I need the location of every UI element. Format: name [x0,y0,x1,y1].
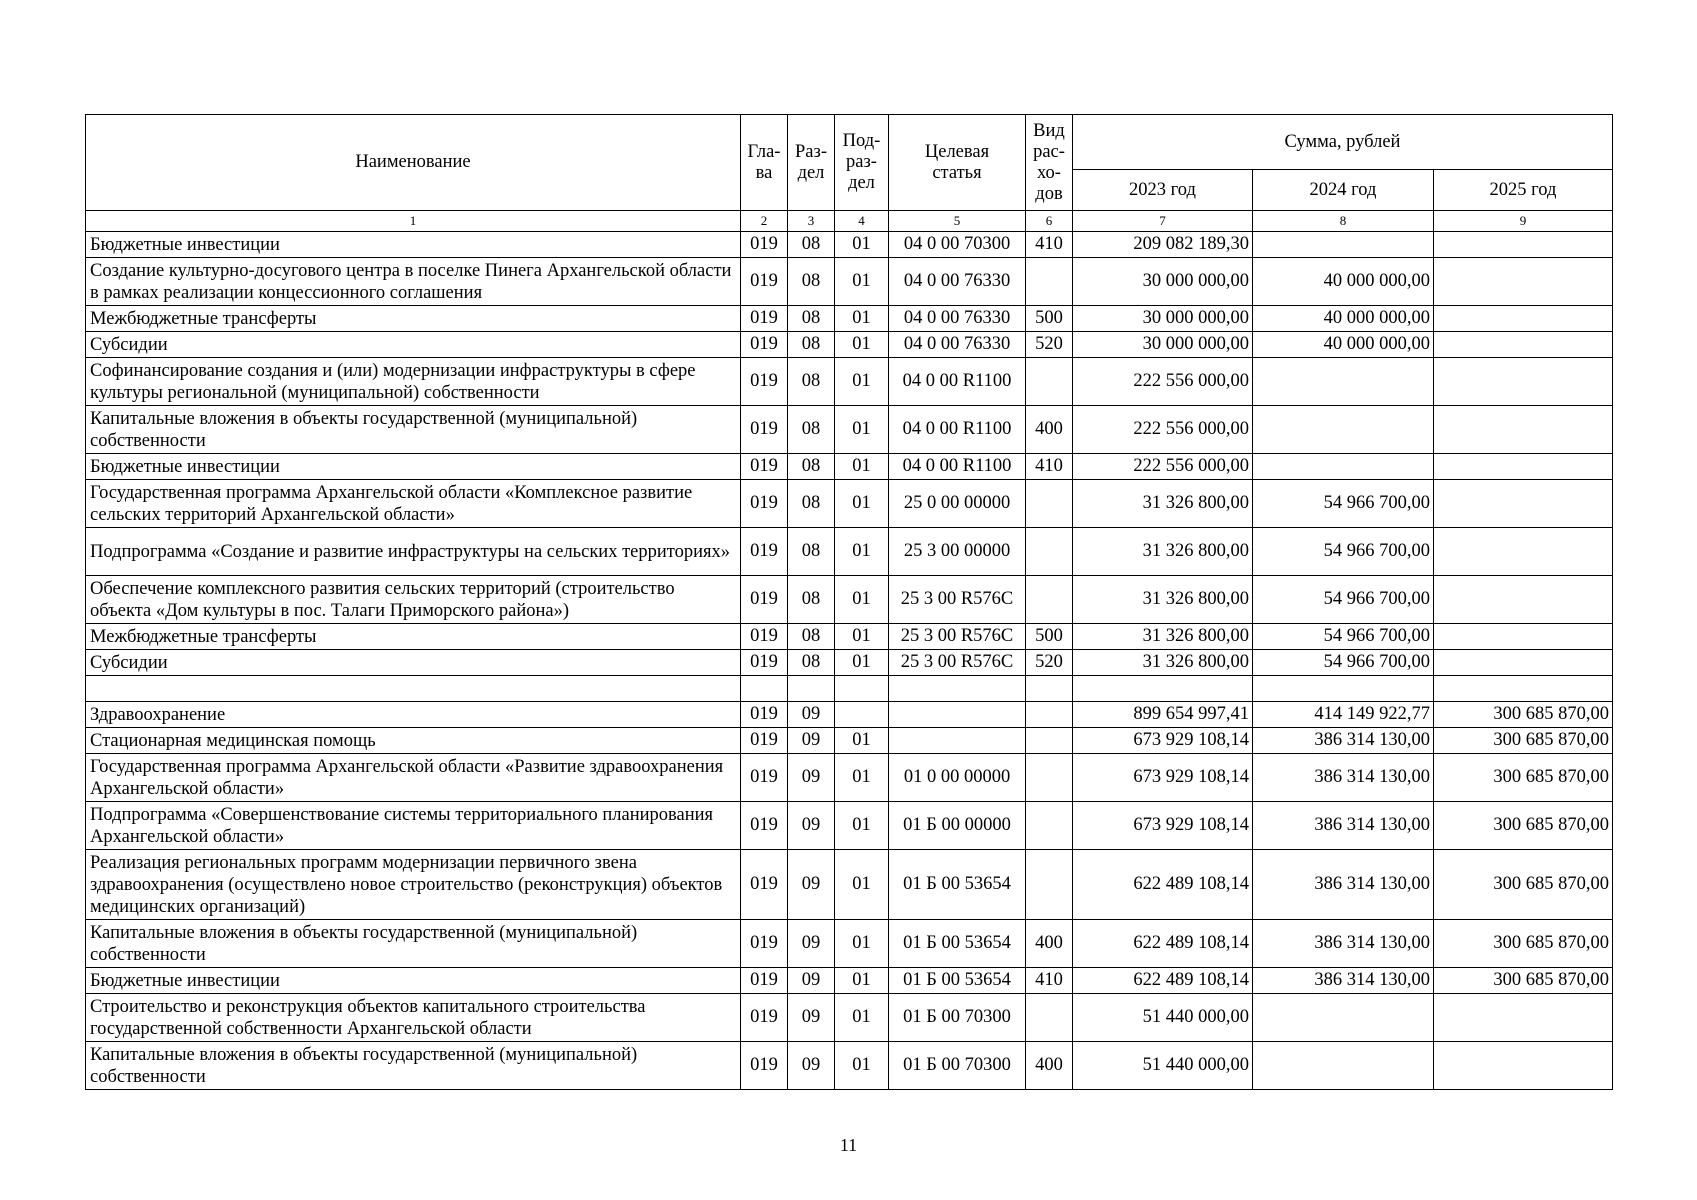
row-glava: 019 [741,406,788,454]
row-vid: 410 [1026,232,1073,258]
table-row [86,1042,1613,1090]
row-razdel: 08 [788,358,835,406]
row-razdel: 09 [788,850,835,920]
row-sum-2025: 300 685 870,00 [1434,728,1613,754]
table-body [86,232,1613,1090]
row-sum-2023: 31 326 800,00 [1073,480,1253,528]
table-row [86,728,1613,754]
row-podrazdel: 01 [835,454,889,480]
col-number: 1 [86,211,741,232]
row-name: Межбюджетные трансферты [86,624,741,650]
row-sum-2024: 386 314 130,00 [1253,728,1434,754]
row-sum-2023: 31 326 800,00 [1073,650,1253,676]
table-header [86,115,1613,232]
row-sum-2023: 622 489 108,14 [1073,850,1253,920]
row-glava: 019 [741,702,788,728]
row-name: Капитальные вложения в объекты государственной (муниципальной) собственности [86,406,741,454]
row-statya: 04 0 00 76330 [889,306,1026,332]
table-row [86,754,1613,802]
header-summa: Сумма, рублей [1073,115,1613,170]
row-sum-2024: 386 314 130,00 [1253,802,1434,850]
row-name: Обеспечение комплексного развития сельских территорий (строительство объекта «Дом культуры в пос. Талаги Приморского района») [86,576,741,624]
table-row [86,576,1613,624]
row-statya: 25 3 00 R576C [889,624,1026,650]
row-sum-2025: 300 685 870,00 [1434,850,1613,920]
row-razdel: 09 [788,968,835,994]
row-razdel: 08 [788,232,835,258]
row-glava: 019 [741,850,788,920]
row-podrazdel: 01 [835,306,889,332]
row-glava: 019 [741,232,788,258]
table-row [86,650,1613,676]
col-number: 6 [1026,211,1073,232]
row-vid: 410 [1026,968,1073,994]
row-sum-2025: 300 685 870,00 [1434,920,1613,968]
row-sum-2024: 40 000 000,00 [1253,306,1434,332]
table-row [86,406,1613,454]
col-number: 5 [889,211,1026,232]
table-row [86,332,1613,358]
row-sum-2025 [1434,576,1613,624]
row-vid: 400 [1026,406,1073,454]
row-sum-2024 [1253,232,1434,258]
row-glava: 019 [741,994,788,1042]
row-name: Субсидии [86,650,741,676]
header-year-2024: 2024 год [1253,170,1434,211]
column-number-row [86,211,1613,232]
row-podrazdel: 01 [835,258,889,306]
table-row [86,480,1613,528]
row-glava: 019 [741,1042,788,1090]
table-row [86,676,1613,702]
row-razdel: 09 [788,920,835,968]
row-podrazdel: 01 [835,920,889,968]
col-number: 9 [1434,211,1613,232]
row-sum-2024 [1253,358,1434,406]
row-name [86,676,741,702]
row-sum-2025: 300 685 870,00 [1434,968,1613,994]
row-sum-2024 [1253,406,1434,454]
row-podrazdel: 01 [835,358,889,406]
header-statya: Целевая статья [889,115,1026,211]
row-podrazdel: 01 [835,802,889,850]
row-name: Стационарная медицинская помощь [86,728,741,754]
row-name: Межбюджетные трансферты [86,306,741,332]
row-vid [1026,528,1073,576]
row-sum-2023: 30 000 000,00 [1073,332,1253,358]
row-sum-2023: 30 000 000,00 [1073,306,1253,332]
row-name: Строительство и реконструкция объектов капитального строительства государственной собственности Архангельской области [86,994,741,1042]
row-sum-2025 [1434,528,1613,576]
row-statya: 01 0 00 00000 [889,754,1026,802]
row-vid [1026,676,1073,702]
row-razdel: 08 [788,406,835,454]
row-podrazdel: 01 [835,850,889,920]
row-vid: 400 [1026,920,1073,968]
row-podrazdel [835,702,889,728]
row-vid [1026,480,1073,528]
row-sum-2023: 30 000 000,00 [1073,258,1253,306]
row-podrazdel: 01 [835,332,889,358]
row-sum-2024: 40 000 000,00 [1253,332,1434,358]
row-sum-2025 [1434,480,1613,528]
row-sum-2023: 673 929 108,14 [1073,728,1253,754]
row-razdel: 08 [788,332,835,358]
row-razdel: 08 [788,480,835,528]
row-podrazdel: 01 [835,968,889,994]
row-glava: 019 [741,920,788,968]
row-sum-2025 [1434,1042,1613,1090]
row-glava: 019 [741,258,788,306]
row-podrazdel: 01 [835,232,889,258]
row-sum-2024: 54 966 700,00 [1253,624,1434,650]
table-row [86,358,1613,406]
row-sum-2025 [1434,358,1613,406]
row-name: Капитальные вложения в объекты государственной (муниципальной) собственности [86,920,741,968]
row-sum-2024: 40 000 000,00 [1253,258,1434,306]
row-sum-2025: 300 685 870,00 [1434,702,1613,728]
row-podrazdel: 01 [835,650,889,676]
row-sum-2025 [1434,406,1613,454]
row-glava: 019 [741,576,788,624]
row-sum-2024 [1253,1042,1434,1090]
row-name: Государственная программа Архангельской области «Комплексное развитие сельских территорий Архангельской области» [86,480,741,528]
row-statya: 01 Б 00 53654 [889,850,1026,920]
row-vid [1026,994,1073,1042]
row-sum-2025 [1434,676,1613,702]
row-razdel: 08 [788,454,835,480]
row-sum-2024 [1253,994,1434,1042]
row-statya: 25 0 00 00000 [889,480,1026,528]
row-sum-2025 [1434,306,1613,332]
row-glava [741,676,788,702]
table-row [86,802,1613,850]
col-number: 3 [788,211,835,232]
row-razdel: 09 [788,728,835,754]
row-sum-2024: 54 966 700,00 [1253,528,1434,576]
row-sum-2023: 222 556 000,00 [1073,406,1253,454]
row-sum-2025: 300 685 870,00 [1434,754,1613,802]
row-sum-2023: 673 929 108,14 [1073,754,1253,802]
row-name: Софинансирование создания и (или) модернизации инфраструктуры в сфере культуры региональной (муниципальной) собственности [86,358,741,406]
row-razdel [788,676,835,702]
header-podrazdel: Под- раз- дел [835,115,889,211]
table-row [86,920,1613,968]
row-vid [1026,702,1073,728]
col-number: 2 [741,211,788,232]
header-year-2023: 2023 год [1073,170,1253,211]
budget-table [85,114,1613,1090]
header-vid: Вид рас- хо- дов [1026,115,1073,211]
row-vid: 500 [1026,624,1073,650]
row-sum-2024: 386 314 130,00 [1253,968,1434,994]
row-sum-2025 [1434,454,1613,480]
row-razdel: 09 [788,702,835,728]
row-sum-2023: 51 440 000,00 [1073,1042,1253,1090]
row-glava: 019 [741,728,788,754]
row-sum-2025 [1434,994,1613,1042]
table-row [86,702,1613,728]
row-name: Создание культурно-досугового центра в поселке Пинега Архангельской области в рамках реализации концессионного соглашения [86,258,741,306]
row-glava: 019 [741,454,788,480]
row-statya: 04 0 00 76330 [889,332,1026,358]
table-row [86,968,1613,994]
table-row [86,454,1613,480]
header-razdel: Раз- дел [788,115,835,211]
header-name: Наименование [86,115,741,211]
page-number: 11 [839,1135,858,1155]
row-sum-2023 [1073,676,1253,702]
row-glava: 019 [741,968,788,994]
row-statya: 04 0 00 76330 [889,258,1026,306]
row-podrazdel: 01 [835,754,889,802]
row-name: Капитальные вложения в объекты государственной (муниципальной) собственности [86,1042,741,1090]
row-sum-2023: 31 326 800,00 [1073,528,1253,576]
row-statya: 01 Б 00 70300 [889,1042,1026,1090]
row-statya: 04 0 00 70300 [889,232,1026,258]
row-name: Государственная программа Архангельской области «Развитие здравоохранения Архангельской области» [86,754,741,802]
row-sum-2025: 300 685 870,00 [1434,802,1613,850]
row-vid: 500 [1026,306,1073,332]
row-sum-2024: 414 149 922,77 [1253,702,1434,728]
row-podrazdel: 01 [835,994,889,1042]
row-vid [1026,258,1073,306]
row-razdel: 09 [788,1042,835,1090]
row-podrazdel: 01 [835,1042,889,1090]
row-glava: 019 [741,528,788,576]
row-razdel: 08 [788,258,835,306]
table-row [86,528,1613,576]
row-glava: 019 [741,624,788,650]
col-number: 7 [1073,211,1253,232]
row-sum-2024: 386 314 130,00 [1253,754,1434,802]
row-vid [1026,728,1073,754]
row-name: Бюджетные инвестиции [86,454,741,480]
row-sum-2024: 54 966 700,00 [1253,480,1434,528]
row-podrazdel: 01 [835,624,889,650]
row-podrazdel [835,676,889,702]
row-name: Подпрограмма «Совершенствование системы территориального планирования Архангельской области» [86,802,741,850]
row-sum-2025 [1434,232,1613,258]
row-vid: 520 [1026,650,1073,676]
row-vid: 520 [1026,332,1073,358]
row-vid [1026,802,1073,850]
row-name: Субсидии [86,332,741,358]
row-glava: 019 [741,332,788,358]
table-row [86,850,1613,920]
row-sum-2024: 386 314 130,00 [1253,850,1434,920]
row-statya: 04 0 00 R1100 [889,454,1026,480]
row-sum-2025 [1434,624,1613,650]
row-podrazdel: 01 [835,480,889,528]
row-razdel: 08 [788,306,835,332]
row-glava: 019 [741,802,788,850]
row-glava: 019 [741,306,788,332]
row-glava: 019 [741,754,788,802]
col-number: 4 [835,211,889,232]
row-sum-2024 [1253,454,1434,480]
row-razdel: 08 [788,576,835,624]
row-glava: 019 [741,358,788,406]
row-vid [1026,358,1073,406]
row-razdel: 08 [788,650,835,676]
row-sum-2023: 222 556 000,00 [1073,358,1253,406]
header-glava: Гла- ва [741,115,788,211]
row-statya: 25 3 00 00000 [889,528,1026,576]
row-statya: 04 0 00 R1100 [889,358,1026,406]
row-glava: 019 [741,480,788,528]
row-razdel: 09 [788,754,835,802]
row-sum-2023: 209 082 189,30 [1073,232,1253,258]
row-sum-2023: 222 556 000,00 [1073,454,1253,480]
row-vid [1026,754,1073,802]
row-name: Бюджетные инвестиции [86,968,741,994]
row-statya [889,676,1026,702]
table-row [86,258,1613,306]
row-sum-2024: 386 314 130,00 [1253,920,1434,968]
table-row [86,232,1613,258]
row-glava: 019 [741,650,788,676]
row-statya: 01 Б 00 53654 [889,920,1026,968]
col-number: 8 [1253,211,1434,232]
row-statya: 01 Б 00 70300 [889,994,1026,1042]
row-razdel: 09 [788,994,835,1042]
row-name: Подпрограмма «Создание и развитие инфраструктуры на сельских территориях» [86,528,741,576]
row-statya: 25 3 00 R576C [889,650,1026,676]
row-sum-2023: 31 326 800,00 [1073,624,1253,650]
row-sum-2023: 899 654 997,41 [1073,702,1253,728]
row-podrazdel: 01 [835,406,889,454]
row-statya: 01 Б 00 00000 [889,802,1026,850]
row-vid: 410 [1026,454,1073,480]
table-row [86,994,1613,1042]
row-sum-2025 [1434,332,1613,358]
row-podrazdel: 01 [835,728,889,754]
row-statya: 04 0 00 R1100 [889,406,1026,454]
row-sum-2024 [1253,676,1434,702]
row-sum-2023: 622 489 108,14 [1073,920,1253,968]
table-row [86,306,1613,332]
row-razdel: 09 [788,802,835,850]
row-sum-2024: 54 966 700,00 [1253,650,1434,676]
row-vid [1026,850,1073,920]
row-vid: 400 [1026,1042,1073,1090]
row-statya: 01 Б 00 53654 [889,968,1026,994]
row-name: Реализация региональных программ модернизации первичного звена здравоохранения (осуществлено новое строительство (реконструкция) объектов медицинских организаций) [86,850,741,920]
row-sum-2025 [1434,650,1613,676]
row-sum-2023: 31 326 800,00 [1073,576,1253,624]
table-row [86,624,1613,650]
row-sum-2023: 51 440 000,00 [1073,994,1253,1042]
row-razdel: 08 [788,624,835,650]
header-year-2025: 2025 год [1434,170,1613,211]
row-name: Бюджетные инвестиции [86,232,741,258]
row-podrazdel: 01 [835,576,889,624]
row-sum-2023: 622 489 108,14 [1073,968,1253,994]
row-sum-2023: 673 929 108,14 [1073,802,1253,850]
row-sum-2024: 54 966 700,00 [1253,576,1434,624]
row-sum-2025 [1434,258,1613,306]
row-name: Здравоохранение [86,702,741,728]
row-statya: 25 3 00 R576C [889,576,1026,624]
row-statya [889,728,1026,754]
row-razdel: 08 [788,528,835,576]
row-statya [889,702,1026,728]
row-podrazdel: 01 [835,528,889,576]
row-vid [1026,576,1073,624]
